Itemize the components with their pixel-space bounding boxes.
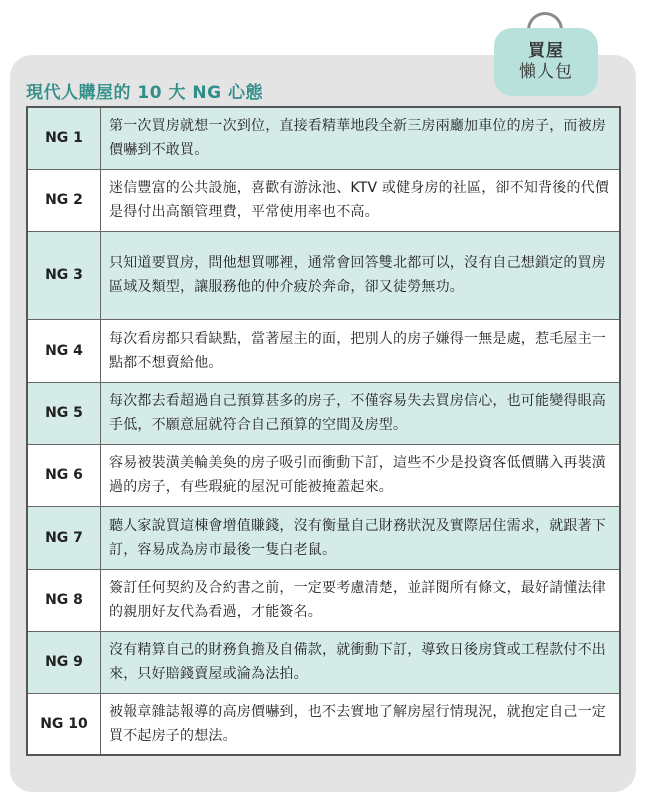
table-row [27, 569, 620, 631]
row-text: 第一次買房就想一次到位，直接看精華地段全新三房兩廳加車位的房子，而被房價嚇到不敢買。 [101, 107, 621, 169]
table-row [27, 169, 620, 231]
guide-badge [494, 28, 598, 96]
table-row [27, 382, 620, 444]
table-row [27, 506, 620, 569]
row-label: NG 9 [27, 631, 101, 693]
row-label: NG 8 [27, 569, 101, 631]
row-label: NG 6 [27, 444, 101, 506]
table-row [27, 107, 620, 169]
row-text: 聽人家說買這棟會增值賺錢，沒有衡量自己財務狀況及實際居住需求，就跟著下訂，容易成為房市最後一隻白老鼠。 [101, 506, 621, 569]
ng-table [26, 106, 621, 756]
row-label: NG 2 [27, 169, 101, 231]
row-text: 沒有精算自己的財務負擔及自備款，就衝動下訂，導致日後房貸或工程款付不出來，只好賠錢賣屋或淪為法拍。 [101, 631, 621, 693]
row-label: NG 3 [27, 231, 101, 319]
badge-main-text: 買屋 [528, 40, 564, 61]
row-text: 簽訂任何契約及合約書之前，一定要考慮清楚，並詳閱所有條文，最好請懂法律的親朋好友代為看過，才能簽名。 [101, 569, 621, 631]
table-row [27, 631, 620, 693]
row-label: NG 10 [27, 693, 101, 755]
table-row [27, 693, 620, 755]
row-text: 迷信豐富的公共設施，喜歡有游泳池、KTV 或健身房的社區，卻不知背後的代價是得付出高額管理費，平常使用率也不高。 [101, 169, 621, 231]
row-text: 只知道要買房，問他想買哪裡，通常會回答雙北都可以，沒有自己想鎖定的買房區域及類型，讓服務他的仲介疲於奔命，卻又徒勞無功。 [101, 231, 621, 319]
table-row [27, 231, 620, 319]
row-text: 容易被裝潢美輪美奐的房子吸引而衝動下訂，這些不少是投資客低價購入再裝潢過的房子，有些瑕疵的屋況可能被掩蓋起來。 [101, 444, 621, 506]
row-text: 每次看房都只看缺點，當著屋主的面，把別人的房子嫌得一無是處，惹毛屋主一點都不想賣給他。 [101, 319, 621, 382]
badge-sub-text: 懶人包 [519, 62, 573, 82]
row-text: 每次都去看超過自己預算甚多的房子，不僅容易失去買房信心，也可能變得眼高手低，不願意屈就符合自己預算的空間及房型。 [101, 382, 621, 444]
table-row [27, 319, 620, 382]
row-label: NG 4 [27, 319, 101, 382]
row-label: NG 1 [27, 107, 101, 169]
row-text: 被報章雜誌報導的高房價嚇到，也不去實地了解房屋行情現況，就抱定自己一定買不起房子的想法。 [101, 693, 621, 755]
row-label: NG 7 [27, 506, 101, 569]
page-title: 現代人購屋的 10 大 NG 心態 [26, 83, 264, 103]
table-row [27, 444, 620, 506]
row-label: NG 5 [27, 382, 101, 444]
